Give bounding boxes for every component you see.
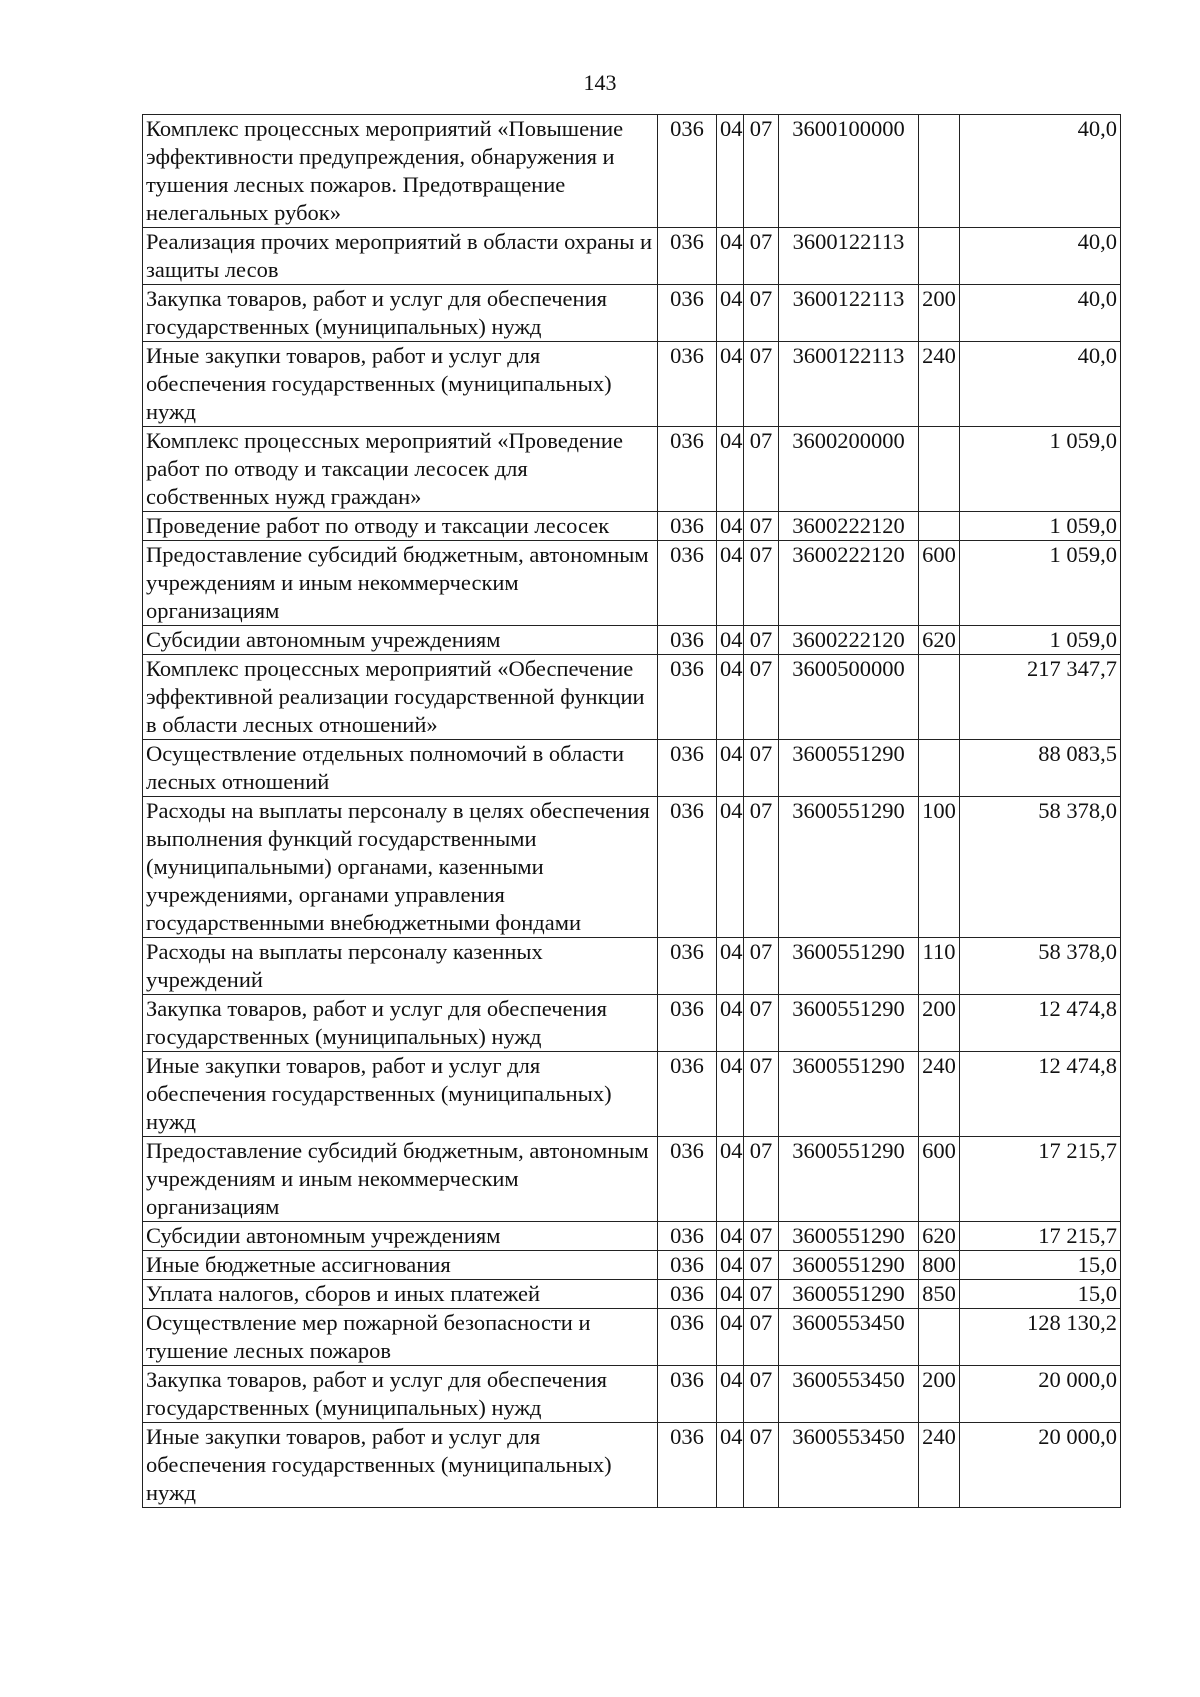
row-section-code: 04 — [717, 342, 744, 427]
row-grbs-code: 036 — [658, 797, 717, 938]
row-subsection-code: 07 — [744, 797, 779, 938]
row-expense-type-code: 600 — [919, 1137, 960, 1222]
row-amount: 20 000,0 — [960, 1366, 1121, 1423]
row-grbs-code: 036 — [658, 1280, 717, 1309]
row-expense-type-code: 200 — [919, 1366, 960, 1423]
table-row — [143, 1052, 1121, 1137]
row-target-article-code: 3600222120 — [779, 512, 919, 541]
row-target-article-code: 3600122113 — [779, 228, 919, 285]
row-expense-type-code — [919, 427, 960, 512]
row-amount: 88 083,5 — [960, 740, 1121, 797]
row-target-article-code: 3600500000 — [779, 655, 919, 740]
table-row — [143, 995, 1121, 1052]
row-subsection-code: 07 — [744, 740, 779, 797]
row-grbs-code: 036 — [658, 427, 717, 512]
row-amount: 17 215,7 — [960, 1222, 1121, 1251]
row-amount: 217 347,7 — [960, 655, 1121, 740]
row-section-code: 04 — [717, 1366, 744, 1423]
row-section-code: 04 — [717, 512, 744, 541]
row-target-article-code: 3600551290 — [779, 938, 919, 995]
row-expense-type-code: 800 — [919, 1251, 960, 1280]
budget-table — [142, 114, 1121, 1508]
row-subsection-code: 07 — [744, 626, 779, 655]
row-section-code: 04 — [717, 427, 744, 512]
row-expense-type-code: 620 — [919, 626, 960, 655]
row-grbs-code: 036 — [658, 1052, 717, 1137]
row-target-article-code: 3600553450 — [779, 1309, 919, 1366]
row-grbs-code: 036 — [658, 995, 717, 1052]
row-subsection-code: 07 — [744, 1366, 779, 1423]
row-subsection-code: 07 — [744, 1423, 779, 1508]
row-subsection-code: 07 — [744, 938, 779, 995]
row-amount: 17 215,7 — [960, 1137, 1121, 1222]
table-row — [143, 342, 1121, 427]
row-name: Проведение работ по отводу и таксации лесосек — [143, 512, 658, 541]
row-name: Закупка товаров, работ и услуг для обеспечения государственных (муниципальных) нужд — [143, 285, 658, 342]
row-section-code: 04 — [717, 626, 744, 655]
row-grbs-code: 036 — [658, 626, 717, 655]
row-grbs-code: 036 — [658, 1137, 717, 1222]
row-expense-type-code — [919, 740, 960, 797]
row-expense-type-code: 200 — [919, 285, 960, 342]
row-grbs-code: 036 — [658, 541, 717, 626]
row-target-article-code: 3600551290 — [779, 740, 919, 797]
row-name: Расходы на выплаты персоналу в целях обеспечения выполнения функций государственными (муниципальными) органами, казенными учреждениями, органами управления государственными внебюджетными фондами — [143, 797, 658, 938]
row-section-code: 04 — [717, 1251, 744, 1280]
table-row — [143, 1280, 1121, 1309]
row-name: Закупка товаров, работ и услуг для обеспечения государственных (муниципальных) нужд — [143, 1366, 658, 1423]
row-name: Иные закупки товаров, работ и услуг для обеспечения государственных (муниципальных) нужд — [143, 1052, 658, 1137]
row-amount: 128 130,2 — [960, 1309, 1121, 1366]
row-expense-type-code: 110 — [919, 938, 960, 995]
row-target-article-code: 3600551290 — [779, 797, 919, 938]
row-target-article-code: 3600551290 — [779, 1251, 919, 1280]
row-section-code: 04 — [717, 995, 744, 1052]
table-row — [143, 655, 1121, 740]
table-row — [143, 541, 1121, 626]
row-section-code: 04 — [717, 655, 744, 740]
row-name: Иные закупки товаров, работ и услуг для обеспечения государственных (муниципальных) нужд — [143, 1423, 658, 1508]
row-section-code: 04 — [717, 1222, 744, 1251]
row-name: Закупка товаров, работ и услуг для обеспечения государственных (муниципальных) нужд — [143, 995, 658, 1052]
row-target-article-code: 3600551290 — [779, 1052, 919, 1137]
row-amount: 40,0 — [960, 228, 1121, 285]
row-name: Предоставление субсидий бюджетным, автономным учреждениям и иным некоммерческим организациям — [143, 1137, 658, 1222]
row-amount: 12 474,8 — [960, 1052, 1121, 1137]
row-name: Иные закупки товаров, работ и услуг для обеспечения государственных (муниципальных) нужд — [143, 342, 658, 427]
row-grbs-code: 036 — [658, 1366, 717, 1423]
row-grbs-code: 036 — [658, 655, 717, 740]
row-name: Осуществление отдельных полномочий в области лесных отношений — [143, 740, 658, 797]
table-row — [143, 938, 1121, 995]
budget-table-body — [143, 115, 1121, 1508]
row-expense-type-code — [919, 512, 960, 541]
row-subsection-code: 07 — [744, 342, 779, 427]
row-amount: 58 378,0 — [960, 797, 1121, 938]
row-expense-type-code — [919, 655, 960, 740]
row-target-article-code: 3600551290 — [779, 1137, 919, 1222]
row-name: Расходы на выплаты персоналу казенных учреждений — [143, 938, 658, 995]
row-expense-type-code: 240 — [919, 342, 960, 427]
table-row — [143, 1423, 1121, 1508]
row-subsection-code: 07 — [744, 228, 779, 285]
row-section-code: 04 — [717, 1052, 744, 1137]
row-section-code: 04 — [717, 228, 744, 285]
row-subsection-code: 07 — [744, 512, 779, 541]
page-number: 143 — [583, 70, 617, 95]
table-row — [143, 512, 1121, 541]
row-subsection-code: 07 — [744, 1280, 779, 1309]
row-grbs-code: 036 — [658, 1222, 717, 1251]
row-grbs-code: 036 — [658, 342, 717, 427]
row-section-code: 04 — [717, 740, 744, 797]
row-subsection-code: 07 — [744, 1309, 779, 1366]
row-amount: 40,0 — [960, 115, 1121, 228]
table-row — [143, 228, 1121, 285]
table-row — [143, 797, 1121, 938]
table-row — [143, 1251, 1121, 1280]
row-grbs-code: 036 — [658, 285, 717, 342]
row-section-code: 04 — [717, 1137, 744, 1222]
row-amount: 40,0 — [960, 285, 1121, 342]
row-target-article-code: 3600200000 — [779, 427, 919, 512]
row-subsection-code: 07 — [744, 427, 779, 512]
row-grbs-code: 036 — [658, 1251, 717, 1280]
table-row — [143, 1222, 1121, 1251]
table-row — [143, 1309, 1121, 1366]
table-row — [143, 427, 1121, 512]
row-section-code: 04 — [717, 541, 744, 626]
row-amount: 1 059,0 — [960, 626, 1121, 655]
row-name: Комплекс процессных мероприятий «Проведение работ по отводу и таксации лесосек для собственных нужд граждан» — [143, 427, 658, 512]
row-target-article-code: 3600222120 — [779, 626, 919, 655]
row-amount: 40,0 — [960, 342, 1121, 427]
row-grbs-code: 036 — [658, 1309, 717, 1366]
table-row — [143, 740, 1121, 797]
table-row — [143, 1137, 1121, 1222]
row-amount: 1 059,0 — [960, 427, 1121, 512]
row-target-article-code: 3600551290 — [779, 1280, 919, 1309]
row-target-article-code: 3600100000 — [779, 115, 919, 228]
row-subsection-code: 07 — [744, 655, 779, 740]
row-expense-type-code: 850 — [919, 1280, 960, 1309]
row-name: Уплата налогов, сборов и иных платежей — [143, 1280, 658, 1309]
row-subsection-code: 07 — [744, 1222, 779, 1251]
row-target-article-code: 3600551290 — [779, 1222, 919, 1251]
row-amount: 1 059,0 — [960, 541, 1121, 626]
row-section-code: 04 — [717, 285, 744, 342]
row-target-article-code: 3600553450 — [779, 1366, 919, 1423]
row-amount: 20 000,0 — [960, 1423, 1121, 1508]
row-target-article-code: 3600551290 — [779, 995, 919, 1052]
row-grbs-code: 036 — [658, 115, 717, 228]
row-expense-type-code: 620 — [919, 1222, 960, 1251]
row-subsection-code: 07 — [744, 1251, 779, 1280]
row-subsection-code: 07 — [744, 115, 779, 228]
row-grbs-code: 036 — [658, 938, 717, 995]
row-section-code: 04 — [717, 938, 744, 995]
table-row — [143, 285, 1121, 342]
row-section-code: 04 — [717, 1280, 744, 1309]
row-section-code: 04 — [717, 797, 744, 938]
row-amount: 58 378,0 — [960, 938, 1121, 995]
row-expense-type-code: 200 — [919, 995, 960, 1052]
row-grbs-code: 036 — [658, 740, 717, 797]
table-row — [143, 1366, 1121, 1423]
row-expense-type-code — [919, 115, 960, 228]
row-grbs-code: 036 — [658, 1423, 717, 1508]
row-subsection-code: 07 — [744, 1052, 779, 1137]
row-expense-type-code: 240 — [919, 1423, 960, 1508]
row-name: Предоставление субсидий бюджетным, автономным учреждениям и иным некоммерческим организациям — [143, 541, 658, 626]
row-name: Осуществление мер пожарной безопасности и тушение лесных пожаров — [143, 1309, 658, 1366]
row-name: Комплекс процессных мероприятий «Обеспечение эффективной реализации государственной функции в области лесных отношений» — [143, 655, 658, 740]
row-expense-type-code: 240 — [919, 1052, 960, 1137]
table-row — [143, 115, 1121, 228]
row-grbs-code: 036 — [658, 512, 717, 541]
row-subsection-code: 07 — [744, 1137, 779, 1222]
row-section-code: 04 — [717, 115, 744, 228]
row-amount: 1 059,0 — [960, 512, 1121, 541]
row-amount: 12 474,8 — [960, 995, 1121, 1052]
row-subsection-code: 07 — [744, 541, 779, 626]
row-name: Комплекс процессных мероприятий «Повышение эффективности предупреждения, обнаружения и тушения лесных пожаров. Предотвращение нелегальных рубок» — [143, 115, 658, 228]
row-name: Иные бюджетные ассигнования — [143, 1251, 658, 1280]
row-expense-type-code — [919, 228, 960, 285]
row-expense-type-code: 100 — [919, 797, 960, 938]
row-section-code: 04 — [717, 1309, 744, 1366]
row-target-article-code: 3600222120 — [779, 541, 919, 626]
row-name: Субсидии автономным учреждениям — [143, 626, 658, 655]
row-subsection-code: 07 — [744, 285, 779, 342]
row-name: Реализация прочих мероприятий в области охраны и защиты лесов — [143, 228, 658, 285]
row-amount: 15,0 — [960, 1280, 1121, 1309]
row-subsection-code: 07 — [744, 995, 779, 1052]
row-target-article-code: 3600122113 — [779, 285, 919, 342]
row-section-code: 04 — [717, 1423, 744, 1508]
row-expense-type-code: 600 — [919, 541, 960, 626]
row-amount: 15,0 — [960, 1251, 1121, 1280]
table-row — [143, 626, 1121, 655]
row-grbs-code: 036 — [658, 228, 717, 285]
row-expense-type-code — [919, 1309, 960, 1366]
row-name: Субсидии автономным учреждениям — [143, 1222, 658, 1251]
row-target-article-code: 3600122113 — [779, 342, 919, 427]
row-target-article-code: 3600553450 — [779, 1423, 919, 1508]
